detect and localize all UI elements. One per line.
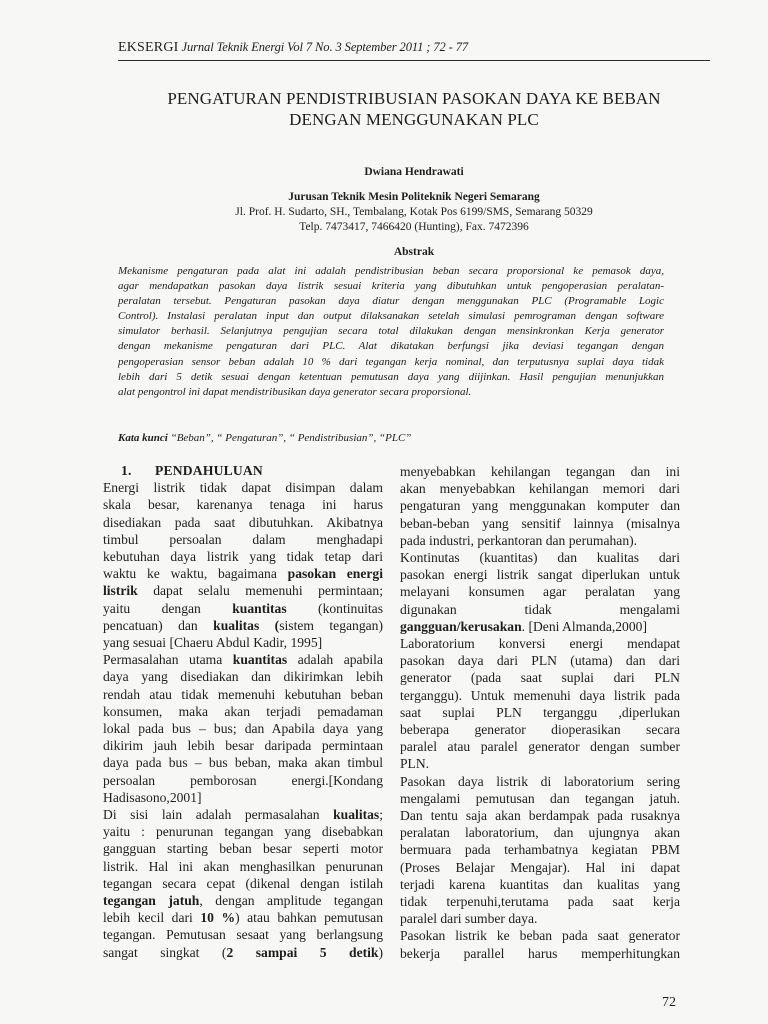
body-line: Laboratorium konversi energi mendapat	[400, 636, 680, 652]
abstract-line: Control). Instalasi peralatan input dan output dilaksanakan setelah simulasi pemrograman dengan software	[118, 310, 664, 323]
body-line: waktu ke waktu, bagaimana pasokan energi	[103, 566, 384, 582]
body-line: pada industri, perkantoran dan perumahan).	[400, 532, 638, 548]
body-line: tegangan jatuh, dengan amplitude tegangan	[103, 893, 383, 909]
title-line-1: PENGATURAN PENDISTRIBUSIAN PASOKAN DAYA KE BEBAN	[167, 89, 661, 108]
section-title: PENDAHULUAN	[155, 463, 263, 478]
right-column	[400, 463, 680, 962]
body-line: pencatuan) dan kualitas (sistem tegangan)	[103, 617, 383, 633]
body-line: timbul persoalan dalam menghadapi	[103, 531, 383, 547]
body-line: pasokan energi listrik sangat diperlukan untuk	[400, 567, 680, 583]
header-rule	[118, 60, 710, 61]
body-line: melayani konsumen agar peralatan yang	[400, 584, 680, 600]
body-line: dikirim jauh lebih besar daripada permintaan	[103, 738, 383, 754]
body-line: PLN.	[400, 756, 430, 772]
body-line: yang sesuai [Chaeru Abdul Kadir, 1995]	[103, 635, 323, 651]
abstract-line: pengoperasian sensor beban adalah 10 % dari tegangan kerja nominal, dan terputusnya suplai daya tidak	[118, 355, 664, 368]
body-line: Pasokan daya listrik di laboratorium sering	[400, 773, 680, 789]
body-line: generator (pada saat suplai dari PLN	[400, 670, 680, 686]
running-header	[118, 40, 678, 56]
abstract-line: Mekanisme pengaturan pada alat ini adalah pendistribusian beban secara proporsional ke pemasok daya,	[118, 265, 664, 277]
body-line: listrik. Hal ini akan menghasilkan penurunan	[103, 858, 383, 874]
author-name: Dwiana Hendrawati	[364, 166, 464, 178]
body-line: bermuara pada terhambatnya kegiatan PBM	[400, 842, 680, 858]
body-line: Permasalahan utama kuantitas adalah apabila	[103, 652, 383, 668]
abstract-line: dengan mekanisme pengaturan dari PLC. Alat dikatakan berfungsi jika deviasi tegangan dengan	[118, 340, 664, 353]
body-line: Kontinutas (kuantitas) dan kualitas dari	[400, 550, 680, 566]
body-line: Dan tentu saja akan berdampak pada rusaknya	[400, 808, 680, 824]
body-line: Hadisasono,2001]	[103, 789, 202, 805]
phone: Telp. 7473417, 7466420 (Hunting), Fax. 7472396	[299, 221, 529, 233]
institution: Jurusan Teknik Mesin Politeknik Negeri Semarang	[288, 191, 540, 203]
left-column	[103, 462, 383, 961]
body-line: yaitu dengan kuantitas (kontinuitas	[103, 600, 384, 616]
body-line: peralatan laboratorium, dan ujungnya akan	[400, 825, 680, 841]
body-line: beban-beban yang sensitif lainnya (misalnya	[400, 515, 680, 531]
section-number: 1.	[121, 463, 132, 478]
keywords-list: “Beban”, “ Pengaturan”, “ Pendistribusian”, “PLC”	[167, 432, 412, 444]
body-line: Di sisi lain adalah permasalahan kualitas;	[103, 807, 383, 823]
keywords	[118, 432, 664, 444]
body-line: mengalami pemutusan dan tegangan jatuh.	[400, 790, 680, 806]
body-line: disediakan pada saat dibutuhkan. Akibatnya	[103, 514, 383, 530]
body-line: bekerja parallel harus memperhitungkan	[400, 945, 680, 961]
body-line: paralel atau paralel generator dengan sumber	[400, 739, 680, 755]
body-line: digunakan tidak mengalami	[400, 601, 680, 617]
body-line: gangguan starting beban besar seperti motor	[103, 841, 383, 857]
section-heading	[103, 462, 383, 479]
body-line: pengaturan yang menggunakan komputer dan	[400, 498, 680, 514]
journal-short-name: EKSERGI	[118, 40, 179, 55]
body-line: persoalan pemborosan energi.[Kondang	[103, 772, 383, 788]
paper-title	[118, 88, 710, 130]
body-line: (Proses Belajar Mengajar). Hal ini dapat	[400, 859, 680, 875]
body-line: menyebabkan kehilangan tegangan dan ini	[400, 464, 680, 479]
keywords-label: Kata kunci	[118, 432, 168, 444]
body-line: terganggu). Untuk memenuhi daya listrik pada	[400, 687, 680, 703]
body-line: sangat singkat (2 sampai 5 detik)	[103, 944, 383, 960]
address: Jl. Prof. H. Sudarto, SH., Tembalang, Kotak Pos 6199/SMS, Semarang 50329	[235, 206, 593, 218]
body-line: lokal pada bus – bus; dan Apabila daya yang	[103, 721, 383, 737]
page-number: 72	[662, 995, 676, 1010]
body-line: rendah atau tidak memenuhi kebutuhan beban	[103, 686, 383, 702]
journal-citation: Jurnal Teknik Energi Vol 7 No. 3 September 2011 ; 72 - 77	[181, 40, 469, 54]
title-line-2: DENGAN MENGGUNAKAN PLC	[289, 110, 539, 129]
body-line: gangguan/kerusakan. [Deni Almanda,2000]	[400, 618, 647, 634]
abstract-body	[118, 264, 664, 400]
body-line: tegangan. Pemutusan sesaat yang berlangsung	[103, 927, 383, 943]
affiliation	[118, 190, 710, 235]
abstract-heading: Abstrak	[393, 246, 435, 258]
abstract-line: lebih dari 5 detik sesuai dengan ketentuan pemutusan daya yang diijinkan. Hasil pengujian menunjukkan	[118, 370, 664, 383]
abstract-line: peralatan tersebut. Pengaturan pasokan daya diatur dengan menggunakan PLC (Programable Logic	[118, 295, 664, 308]
body-line: yaitu : penurunan tegangan yang disebabkan	[103, 824, 383, 840]
body-line: pasokan daya dari PLN (utama) dan dari	[400, 653, 680, 669]
body-line: listrik dapat selalu memenuhi permintaan;	[103, 583, 383, 599]
body-line: kebutuhan daya listrik yang tidak tetap dari	[103, 549, 383, 565]
body-line: beberapa generator dioperasikan secara	[400, 722, 680, 738]
body-line: tidak terpenuhi,terutama pada saat kerja	[400, 894, 680, 910]
body-line: paralel dari sumber daya.	[400, 911, 538, 927]
body-line: daya pada bus – bus beban, maka akan timbul	[103, 755, 383, 771]
body-line: akan menyebabkan kehilangan memori dari	[400, 481, 680, 497]
body-line: terjadi karena kuantitas dan kualitas yang	[400, 876, 680, 892]
body-line: saat suplai PLN terganggu ,diperlukan	[400, 704, 680, 720]
body-line: Energi listrik tidak dapat disimpan dalam	[103, 480, 383, 496]
body-line: daya yang disediakan dan dikirimkan lebih	[103, 669, 383, 685]
abstract-line: alat pengontrol ini dapat mendistribusikan daya generator secara proporsional.	[118, 385, 472, 398]
abstract-line: simulator berhasil. Selanjutnya pengujian secara total dilakukan dengan mensinkronkan Kerja generator	[118, 325, 664, 338]
body-line: lebih kecil dari 10 %) atau bahkan pemutusan	[103, 910, 383, 926]
body-line: tegangan secara cepat (dikenal dengan istilah	[103, 875, 383, 891]
body-line: Pasokan listrik ke beban pada saat generator	[400, 928, 680, 944]
body-line: konsumen, maka akan terjadi pemadaman	[103, 703, 383, 719]
abstract-line: agar mendapatkan pasokan daya listrik sesuai kriteria yang dibutuhkan untuk pengoperasian peralatan-	[118, 280, 664, 293]
body-line: skala besar, karenanya tenaga ini harus	[103, 497, 383, 513]
